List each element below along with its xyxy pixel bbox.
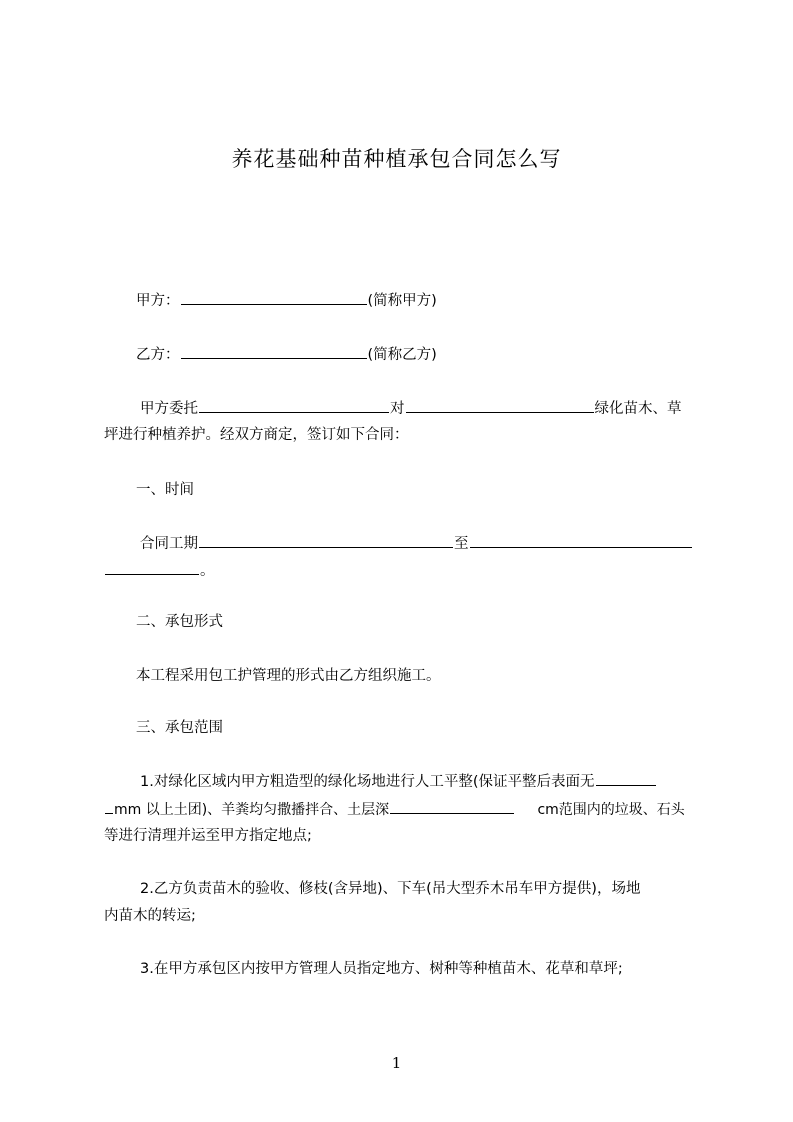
item-1-blank-1 (596, 771, 656, 786)
intro-text-3: 绿化苗木、草 (594, 401, 682, 417)
page-number: 1 (391, 1054, 402, 1072)
term-text-2: 至 (454, 536, 469, 552)
section-1-heading: 一、时间 (136, 482, 194, 498)
party-a-suffix: (简称甲方) (367, 293, 437, 309)
item-1-line-3: 等进行清理并运至甲方指定地点; (104, 828, 312, 844)
intro-blank-2 (406, 398, 594, 413)
party-a-label: 甲方： (136, 293, 180, 309)
intro-text-1: 甲方委托 (140, 401, 198, 417)
term-blank-continued (105, 560, 199, 575)
intro-blank-1 (199, 398, 389, 413)
term-blank-start (199, 533, 453, 548)
party-a-line (136, 290, 736, 311)
intro-line-2: 坪进行种植养护。经双方商定，签订如下合同： (104, 427, 409, 443)
term-line-2 (104, 560, 704, 581)
item-1-text-1: 1.对绿化区域内甲方粗造型的绿化场地进行人工平整(保证平整后表面无 (140, 774, 595, 790)
item-1-text-3: cm范围内的垃圾、石头 (537, 802, 685, 818)
party-b-blank (181, 344, 367, 359)
item-1-blank-2 (390, 799, 514, 814)
term-blank-end (470, 533, 692, 548)
section-3-heading: 三、承包范围 (136, 720, 223, 736)
intro-text-2: 对 (390, 401, 405, 417)
section-2-body: 本工程采用包工护管理的形式由乙方组织施工。 (136, 668, 441, 684)
party-a-blank (181, 290, 367, 305)
item-1-line-2 (104, 799, 704, 820)
item-2-line-2: 内苗木的转运; (104, 908, 196, 924)
document-title: 养花基础种苗种植承包合同怎么写 (231, 147, 562, 171)
term-line-1 (140, 533, 700, 554)
party-b-label: 乙方： (136, 347, 180, 363)
item-1-text-2: mm 以上土团)、羊粪均匀撒播拌合、土层深 (114, 802, 390, 818)
section-2-heading: 二、承包形式 (136, 614, 223, 630)
term-text-1: 合同工期 (140, 536, 198, 552)
item-1-blank-1-continued (105, 799, 113, 814)
term-end-punct: 。 (200, 563, 215, 579)
item-3-line: 3.在甲方承包区内按甲方管理人员指定地方、树种等种植苗木、花草和草坪; (140, 961, 623, 977)
item-1-line-1 (140, 771, 700, 792)
party-b-suffix: (简称乙方) (367, 347, 437, 363)
item-2-line-1: 2.乙方负责苗木的验收、修枝(含异地)、下车(吊大型乔木吊车甲方提供)，场地 (140, 881, 641, 897)
intro-line-1 (140, 398, 700, 419)
party-b-line (136, 344, 736, 365)
